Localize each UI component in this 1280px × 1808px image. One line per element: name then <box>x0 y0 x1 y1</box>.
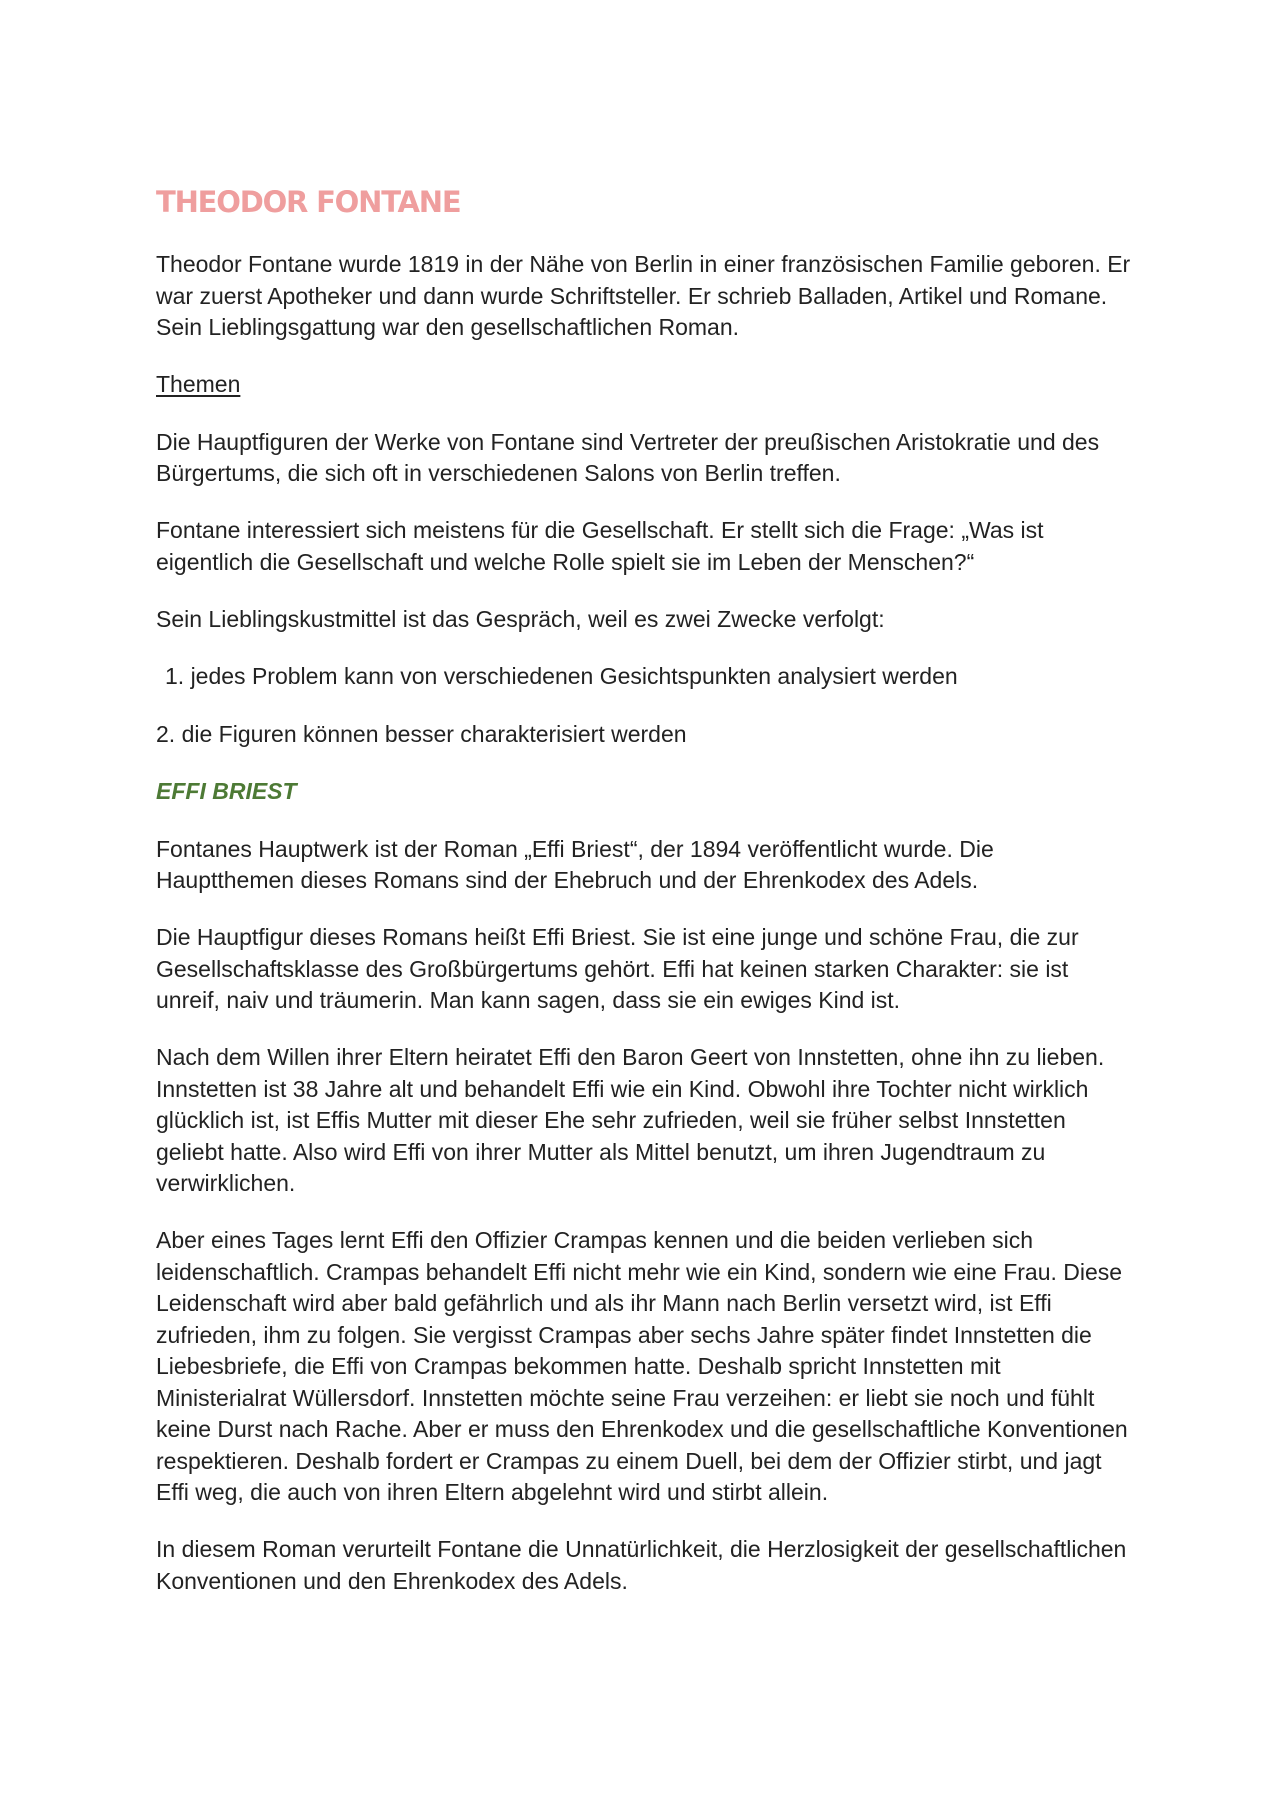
effi-paragraph: In diesem Roman verurteilt Fontane die Unnatürlichkeit, die Herzlosigkeit der gesellschaftlichen Konventionen und den Ehrenkodex des Adels. <box>156 1536 1127 1594</box>
effi-paragraph: Nach dem Willen ihrer Eltern heiratet Effi den Baron Geert von Innstetten, ohne ihn zu lieben. Innstetten ist 38 Jahre alt und behandelt Effi wie ein Kind. Obwohl ihre Tochter nicht wirklich glücklich ist, ist Effis Mutter mit dieser Ehe sehr zufrieden, weil sie früher selbst Innstetten geliebt hatte. Also wird Effi von ihrer Mutter als Mittel benutzt, um ihren Jugendtraum zu verwirklichen. <box>156 1044 1105 1196</box>
themen-paragraph: Die Hauptfiguren der Werke von Fontane sind Vertreter der preußischen Aristokratie und des Bürgertums, die sich oft in verschiedenen Salons von Berlin treffen. <box>156 428 1100 486</box>
list-item: 2. die Figuren können besser charakterisiert werden <box>156 720 687 747</box>
page-title: THEODOR FONTANE <box>156 185 461 219</box>
document-content <box>156 180 1136 1623</box>
section-heading-themen: Themen <box>156 371 241 397</box>
effi-paragraph: Fontanes Hauptwerk ist der Roman „Effi Briest“, der 1894 veröffentlicht wurde. Die Hauptthemen dieses Romans sind der Ehebruch und der Ehrenkodex des Adels. <box>156 835 994 893</box>
themen-paragraph: Fontane interessiert sich meistens für die Gesellschaft. Er stellt sich die Frage: „Was ist eigentlich die Gesellschaft und welche Rolle spielt sie im Leben der Menschen?“ <box>156 517 1044 575</box>
intro-paragraph: Theodor Fontane wurde 1819 in der Nähe von Berlin in einer französischen Familie geboren. Er war zuerst Apotheker und dann wurde Schriftsteller. Er schrieb Balladen, Artikel und Romane. Sein Lieblingsgattung war den gesellschaftlichen Roman. <box>156 251 1131 340</box>
section-heading-effi-briest: EFFI BRIEST <box>156 778 297 804</box>
themen-paragraph: Sein Lieblingskustmittel ist das Gespräch, weil es zwei Zwecke verfolgt: <box>156 605 885 632</box>
effi-paragraph: Die Hauptfigur dieses Romans heißt Effi Briest. Sie ist eine junge und schöne Frau, die zur Gesellschaftsklasse des Großbürgertums gehört. Effi hat keinen starken Charakter: sie ist unreif, naiv und träumerin. Man kann sagen, dass sie ein ewiges Kind ist. <box>156 924 1079 1013</box>
list-item: 1. jedes Problem kann von verschiedenen Gesichtspunkten analysiert werden <box>165 663 958 689</box>
effi-paragraph: Aber eines Tages lernt Effi den Offizier Crampas kennen und die beiden verlieben sich leidenschaftlich. Crampas behandelt Effi nicht mehr wie ein Kind, sondern wie eine Frau. Diese Leidenschaft wird aber bald gefährlich und als ihr Mann nach Berlin versetzt wird, ist Effi zufrieden, ihm zu folgen. Sie vergisst Crampas aber sechs Jahre später findet Innstetten die Liebesbriefe, die Effi von Crampas bekommen hatte. Deshalb spricht Innstetten mit Ministerialrat Wüllersdorf. Innstetten möchte seine Frau verzeihen: er liebt sie noch und fühlt keine Durst nach Rache. Aber er muss den Ehrenkodex und die gesellschaftliche Konventionen respektieren. Deshalb fordert er Crampas zu einem Duell, bei dem der Offizier stirbt, und jagt Effi weg, die auch von ihren Eltern abgelehnt wird und stirbt allein. <box>156 1227 1128 1505</box>
